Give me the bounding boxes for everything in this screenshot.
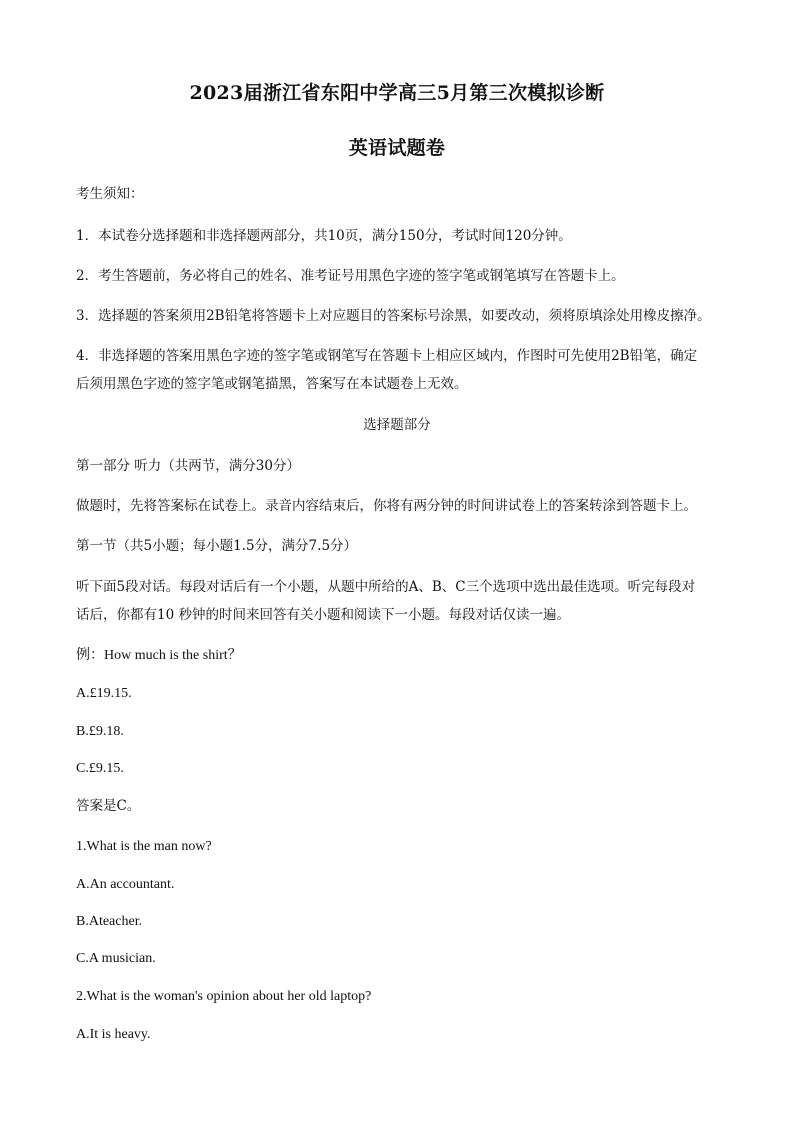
question-1-option-a: A.An accountant. (76, 877, 175, 892)
question-2-option-a: A.It is heavy. (76, 1027, 151, 1042)
example-answer: 答案是C。 (76, 798, 141, 814)
section1-heading: 第一节（共5小题；每小题1.5分，满分7.5分） (76, 538, 358, 554)
question-1-option-b: B.Ateacher. (76, 914, 143, 929)
notice-item-4-line-2: 后须用黑色字迹的签字笔或钢笔描黑，答案写在本试题卷上无效。 (76, 376, 468, 392)
exam-title: 2023届浙江省东阳中学高三5月第三次模拟诊断 (189, 82, 605, 104)
section1-instruction-line-1: 听下面5段对话。每段对话后有一个小题，从题中所给的A、B、C三个选项中选出最佳选项。听完每段对 (76, 579, 696, 595)
section1-instruction-line-2: 话后，你都有10 秒钟的时间来回答有关小题和阅读下一小题。每段对话仅读一遍。 (76, 607, 570, 623)
example-question: 例：How much is the shirt？ (76, 648, 242, 663)
question-1: 1.What is the man now? (76, 839, 212, 854)
question-2: 2.What is the woman's opinion about her old laptop? (76, 989, 372, 1004)
part1-heading: 第一部分 听力（共两节，满分30分） (76, 458, 300, 474)
section-title: 选择题部分 (363, 417, 431, 433)
part1-instruction: 做题时，先将答案标在试卷上。录音内容结束后，你将有两分钟的时间讲试卷上的答案转涂到答题卡上。 (76, 498, 697, 514)
exam-subtitle: 英语试题卷 (348, 137, 446, 159)
notice-item-1: 1．本试卷分选择题和非选择题两部分，共10页，满分150分，考试时间120分钟。 (76, 228, 572, 244)
notice-item-3: 3．选择题的答案须用2B铅笔将答题卡上对应题目的答案标号涂黑，如要改动，须将原填涂处用橡皮擦净。 (76, 308, 711, 324)
example-option-a: A.£19.15. (76, 686, 132, 701)
question-1-option-c: C.A musician. (76, 951, 156, 966)
notice-heading: 考生须知： (76, 186, 144, 202)
notice-item-4-line-1: 4．非选择题的答案用黑色字迹的签字笔或钢笔写在答题卡上相应区域内，作图时可先使用2B铅笔，确定 (76, 348, 698, 364)
example-option-c: C.£9.15. (76, 761, 124, 776)
example-option-b: B.£9.18. (76, 724, 124, 739)
notice-item-2: 2．考生答题前，务必将自己的姓名、准考证号用黑色字迹的签字笔或钢笔填写在答题卡上。 (76, 268, 625, 284)
